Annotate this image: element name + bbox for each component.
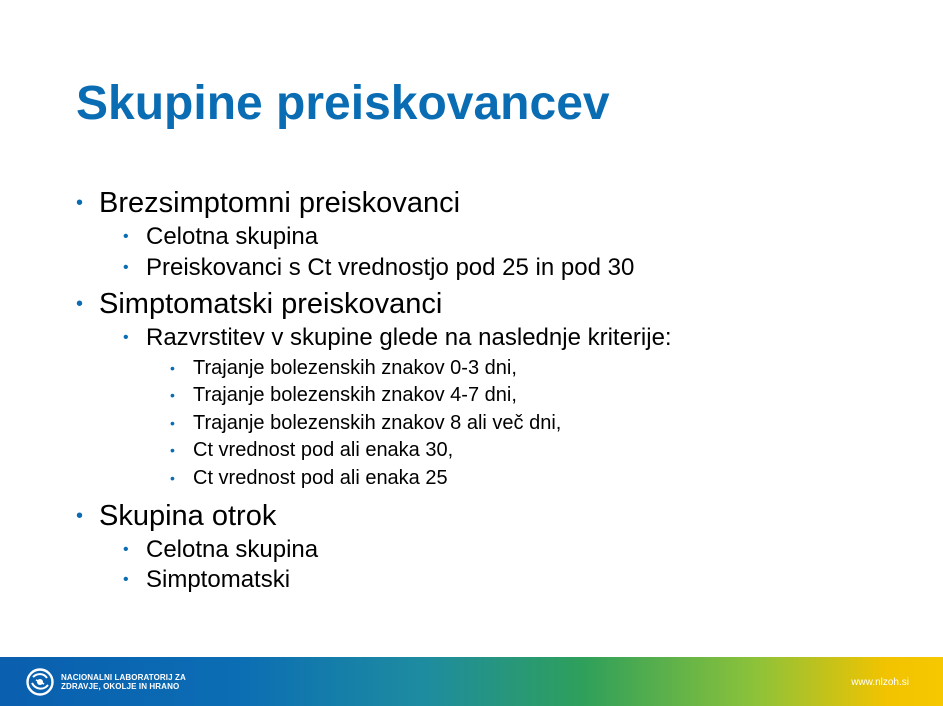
bullet-icon: • [123, 259, 129, 276]
bullet-text: Ct vrednost pod ali enaka 25 [193, 467, 448, 489]
org-name-line2: ZDRAVJE, OKOLJE IN HRANO [61, 682, 180, 691]
bullet-icon: • [76, 192, 84, 214]
bullet-icon: • [170, 387, 175, 403]
nlzoh-logo-icon [24, 667, 56, 697]
bullet-text: Celotna skupina [146, 223, 319, 250]
bullet-icon: • [170, 470, 175, 486]
bullet-text: Razvrstitev v skupine glede na naslednje kriterije: [146, 324, 672, 351]
bullet-icon: • [123, 228, 129, 245]
bullet-text: Simptomatski [146, 566, 291, 593]
bullet-text: Skupina otrok [99, 500, 277, 532]
bullet-icon: • [76, 293, 84, 315]
bullet-icon: • [170, 442, 175, 458]
bullet-text: Celotna skupina [146, 536, 319, 563]
bullet-icon: • [170, 415, 175, 431]
footer-bar [0, 657, 943, 706]
bullet-icon: • [170, 360, 175, 376]
bullet-text: Trajanje bolezenskih znakov 4-7 dni, [193, 384, 517, 406]
bullet-text: Preiskovanci s Ct vrednostjo pod 25 in pod 30 [146, 254, 635, 281]
bullet-icon: • [123, 329, 129, 346]
bullet-icon: • [123, 571, 129, 588]
bullet-text: Ct vrednost pod ali enaka 30, [193, 439, 454, 461]
bullet-text: Trajanje bolezenskih znakov 0-3 dni, [193, 357, 517, 379]
org-name-line1: NACIONALNI LABORATORIJ ZA [61, 673, 186, 682]
bullet-icon: • [76, 505, 84, 527]
slide-title: Skupine preiskovancev [76, 77, 610, 130]
bullet-text: Brezsimptomni preiskovanci [99, 187, 461, 219]
bullet-text: Trajanje bolezenskih znakov 8 ali več dni, [193, 412, 562, 434]
bullet-icon: • [123, 541, 129, 558]
website-link[interactable]: www.nlzoh.si [851, 677, 909, 688]
bullet-text: Simptomatski preiskovanci [99, 288, 443, 320]
